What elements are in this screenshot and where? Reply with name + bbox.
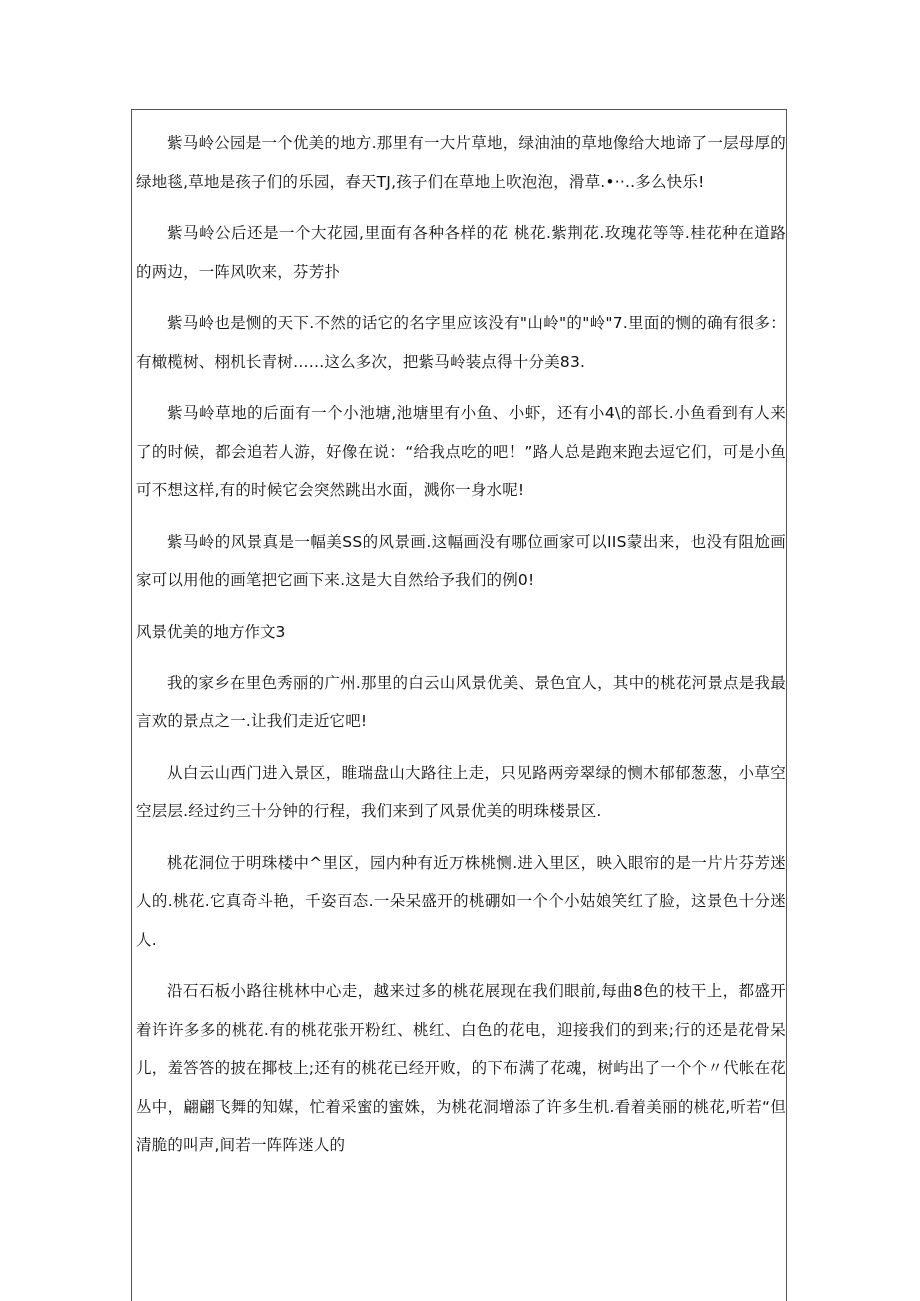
paragraph: 紫马岭公园是一个优美的地方.那里有一大片草地，绿油油的草地像给大地谛了一层母厚的绿地毯,草地是孩子们的乐园，春天TJ,孩子们在草地上吹泡泡，滑草.•··..多么快乐! bbox=[136, 134, 786, 191]
paragraph: 我的家乡在里色秀丽的广州.那里的白云山风景优美、景色宜人，其中的桃花河景点是我最言欢的景点之一.让我们走近它吧! bbox=[136, 673, 786, 730]
paragraph: 从白云山西门进入景区，睢瑞盘山大路往上走，只见路两旁翠绿的恻木郁郁葱葱，小草空空层层.经过约三十分钟的行程，我们来到了风景优美的明珠楼景区. bbox=[136, 763, 786, 820]
paragraph: 桃花洞位于明珠楼中^里区，园内种有近万株桃恻.进入里区，映入眼帘的是一片片芬芳迷人的.桃花.它真奇斗艳，千姿百态.一朵呆盛开的桃硼如一个个小姑娘笑红了脸，这景色十分迷人. bbox=[136, 853, 786, 949]
paragraph: 沿石石板小路往桃林中心走，越来过多的桃花展现在我们眼前,每曲8色的枝干上，都盛开着许许多多的桃花.有的桃花张开粉红、桃红、白色的花电，迎接我们的到来;行的还是花骨呆儿，羞答答的披在揶枝上;还有的桃花已经开败，的下布满了花魂，树屿出了一个个〃代帐在花丛中，翩翩飞舞的知媒，忙着采蜜的蜜姝，为桃花洞增添了许多生机.看着美丽的桃花,听若“但清脆的叫声,间若一阵阵迷人的 bbox=[136, 982, 786, 1154]
section-heading: 风景优美的地方作文3 bbox=[136, 622, 286, 641]
paragraph: 紫马岭也是恻的天下.不然的话它的名字里应该没有"山岭"的"岭"7.里面的恻的确有很多：有橄榄树、栩机长青树……这么多次，把紫马岭装点得十分美83. bbox=[136, 314, 786, 371]
paragraph: 紫马岭的风景真是一幅美SS的风景画.这幅画没有哪位画家可以IIS蒙出来，也没有阻尬画家可以用他的画笔把它画下来.这是大自然给予我们的例0! bbox=[136, 532, 786, 589]
paragraph: 紫马岭公后还是一个大花园,里面有各种各样的花 桃花.紫荆花.玫瑰花等等.桂花种在道路的两边，一阵风吹来，芬芳扑 bbox=[136, 224, 786, 281]
paragraph: 紫马岭草地的后面有一个小池塘,池塘里有小鱼、小虾，还有小4\的部长.小鱼看到有人来了的时候，都会追若人游，好像在说：“给我点吃的吧！”路人总是跑来跑去逗它们，可是小鱼可不想这样,有的时候它会突然跳出水面，溅你一身水呢! bbox=[136, 404, 786, 499]
document-body bbox=[136, 124, 786, 1178]
